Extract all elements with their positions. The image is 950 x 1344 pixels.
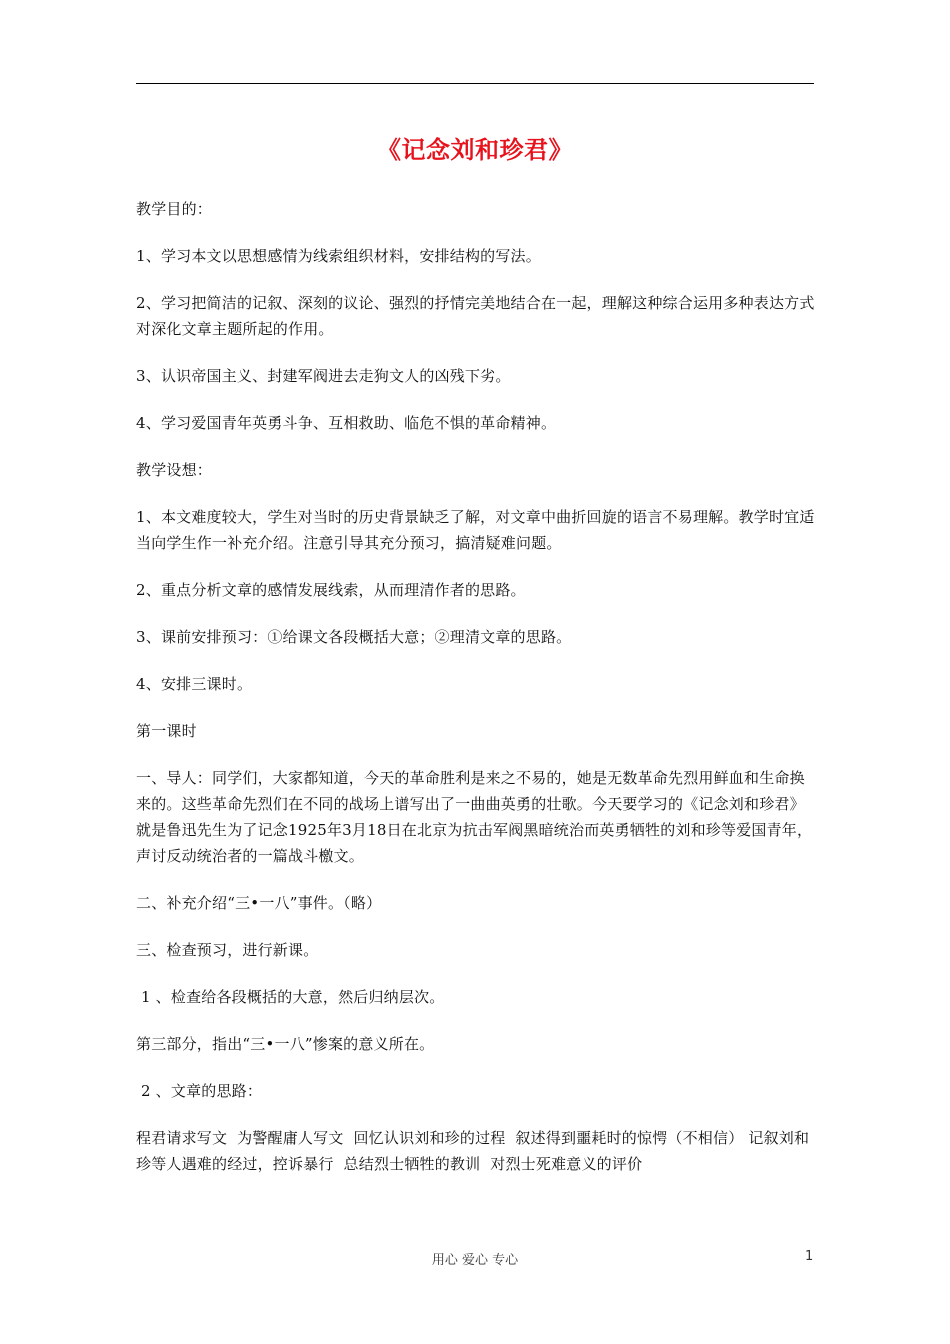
review-item-1: 1 、检查给各段概括的大意，然后归纳层次。	[136, 988, 445, 1006]
review-note-part3: 第三部分，指出“三•一八”惨案的意义所在。	[136, 1035, 435, 1053]
plan-item-2: 2、重点分析文章的感情发展线索，从而理清作者的思路。	[136, 581, 526, 599]
objective-item-3: 3、认识帝国主义、封建军阀进去走狗文人的凶残下劣。	[136, 367, 511, 385]
lesson-heading: 第一课时	[136, 722, 197, 740]
plan-item-1: 1、本文难度较大，学生对当时的历史背景缺乏了解，对文章中曲折回旋的语言不易理解。教学时宜适当向学生作一补充介绍。注意引导其充分预习，搞清疑难问题。	[136, 508, 815, 552]
section-heading-objectives: 教学目的：	[136, 200, 213, 218]
outline-text: 程君请求写文 为警醒庸人写文 回忆认识刘和珍的过程 叙述得到噩耗时的惊愕（不相信） 记叙刘和珍等人遇难的经过，控诉暴行 总结烈士牺牲的教训 对烈士死难意义的评价	[136, 1129, 810, 1173]
plan-item-4: 4、安排三课时。	[136, 675, 253, 693]
objective-item-4: 4、学习爱国青年英勇斗争、互相救助、临危不惧的革命精神。	[136, 414, 557, 432]
lesson-step-intro: 一、导人：同学们，大家都知道，今天的革命胜利是来之不易的，她是无数革命先烈用鲜血和生命换来的。这些革命先烈们在不同的战场上谱写出了一曲曲英勇的壮歌。今天要学习的《记念刘和珍君》就是鲁迅先生为了记念1925年3月18日在北京为抗击军阀黑暗统治而英勇牺牲的刘和珍等爱国青年，声讨反动统治者的一篇战斗檄文。	[136, 769, 813, 865]
document-body	[136, 196, 816, 1198]
lesson-step-background: 二、补充介绍“三•一八”事件。（略）	[136, 894, 382, 912]
section-heading-plan: 教学设想：	[136, 461, 213, 479]
objective-item-2: 2、学习把简洁的记叙、深刻的议论、强烈的抒情完美地结合在一起，理解这种综合运用多种表达方式对深化文章主题所起的作用。	[136, 294, 815, 338]
plan-item-3: 3、课前安排预习：①给课文各段概括大意；②理清文章的思路。	[136, 628, 572, 646]
page-number: 1	[805, 1249, 814, 1264]
objective-item-1: 1、学习本文以思想感情为线索组织材料，安排结构的写法。	[136, 247, 541, 265]
document-title: 《记念刘和珍君》	[377, 136, 573, 164]
header-rule	[136, 83, 814, 84]
lesson-step-review: 三、检查预习，进行新课。	[136, 941, 319, 959]
footer-slogan: 用心 爱心 专心	[431, 1253, 519, 1268]
review-item-2: 2 、文章的思路：	[136, 1082, 263, 1100]
